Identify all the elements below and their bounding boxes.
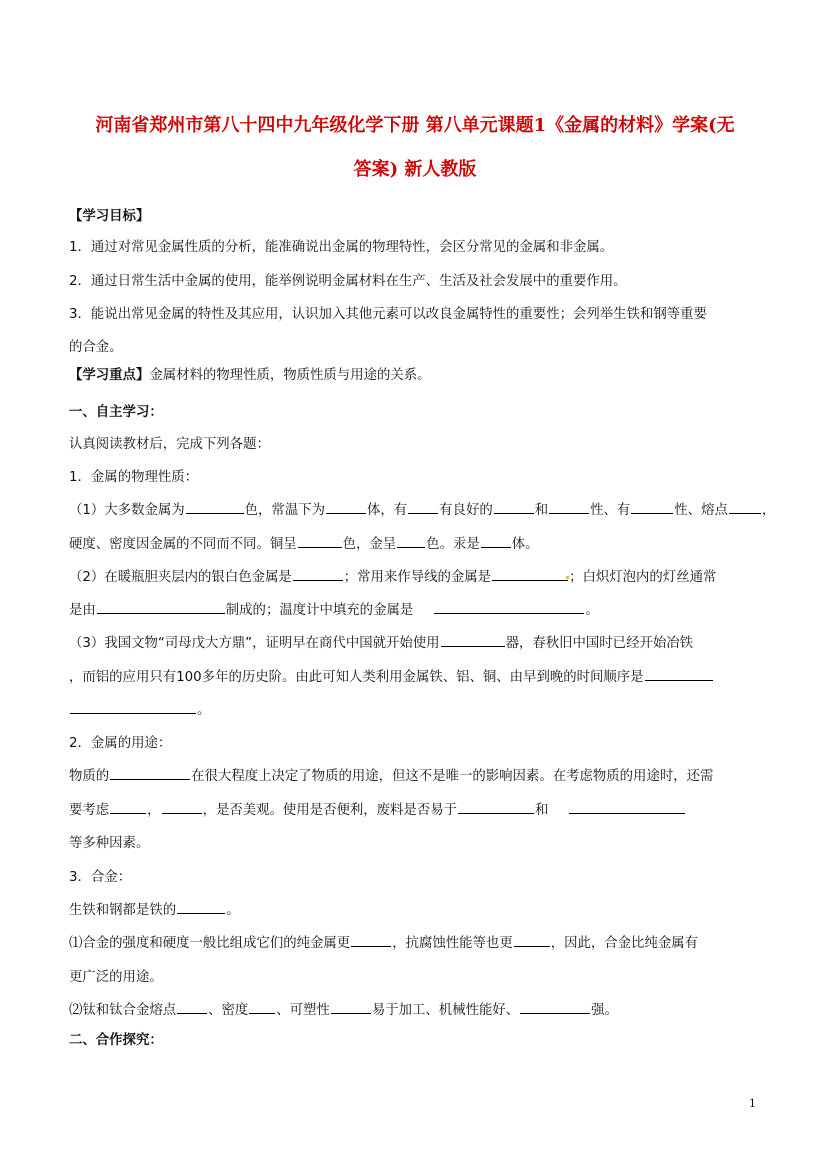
text-segment: 是由 (69, 603, 96, 618)
text-segment: 。 (226, 903, 240, 918)
answer-blank[interactable] (645, 667, 713, 681)
q3-1-line (69, 932, 698, 951)
answer-blank[interactable] (298, 534, 342, 548)
q1-1-line-2 (69, 533, 539, 552)
text-segment: 色，金呈 (342, 537, 397, 552)
text-segment: 制成的；温度计中填充的金属是 (225, 603, 414, 618)
text-segment: 体。 (511, 537, 539, 552)
q1-1-line (69, 499, 775, 518)
answer-blank[interactable] (408, 500, 438, 514)
text-segment: 体，有 (367, 503, 408, 518)
q1-3-line-2 (69, 666, 714, 685)
text-segment: 色，常温下为 (244, 503, 325, 518)
focus-row (69, 364, 431, 383)
text-segment: ， (147, 803, 161, 818)
answer-blank[interactable] (729, 500, 761, 514)
text-segment: （1）大多数金属为 (69, 503, 185, 518)
answer-blank[interactable] (441, 633, 505, 647)
text-segment: 、可塑性 (276, 1003, 330, 1018)
q2-line (69, 765, 713, 784)
text-segment: ⑵钛和钛合金熔点 (69, 1003, 177, 1018)
text-segment: 物质的 (69, 769, 110, 784)
goals-heading: 【学习目标】 (69, 209, 150, 224)
goal-item-3-cont: 的合金。 (69, 340, 123, 355)
answer-blank[interactable] (249, 1000, 275, 1014)
answer-blank[interactable] (434, 600, 584, 614)
q3-title: 3．合金： (69, 870, 132, 885)
text-segment: ， (761, 503, 776, 518)
q1-3-line (69, 632, 693, 651)
answer-blank[interactable] (186, 500, 244, 514)
section1-heading: 一、自主学习： (69, 405, 163, 420)
focus-text: 金属材料的物理性质，物质性质与用途的关系。 (149, 368, 431, 383)
text-segment: ，是否美观。使用是否便利，废料是否易于 (202, 803, 457, 818)
goal-item-1: 1．通过对常见金属性质的分析，能准确说出金属的物理特性，会区分常见的金属和非金属。 (69, 240, 614, 255)
q1-2-line-2 (69, 599, 599, 618)
text-segment: 性、熔点 (674, 503, 728, 518)
text-segment: 生铁和钢都是铁的 (69, 903, 177, 918)
q3-2-line (69, 999, 618, 1018)
text-segment: ，抗腐蚀性能等也更 (392, 936, 513, 951)
text-segment: 硬度、密度因金属的不同而不同。铜呈 (69, 537, 297, 552)
answer-blank[interactable] (177, 900, 225, 914)
text-segment: 性、有 (590, 503, 631, 518)
answer-blank[interactable] (481, 534, 511, 548)
text-segment: 和 (534, 803, 549, 818)
goal-item-2: 2．通过日常生活中金属的使用，能举例说明金属材料在生产、生活及社会发展中的重要作用。 (69, 274, 627, 289)
answer-blank[interactable] (549, 500, 589, 514)
text-segment: ，因此，合金比纯金属有 (550, 936, 699, 951)
text-segment: 要考虑 (69, 803, 110, 818)
text-segment: 易于加工、机械性能好、 (371, 1003, 520, 1018)
q1-2-line (69, 566, 716, 585)
text-segment: ；白炽灯泡内的灯丝通常 (569, 570, 717, 585)
answer-blank[interactable] (331, 1000, 371, 1014)
text-segment: 。 (197, 703, 211, 718)
document-title-line2: 答案) 新人教版 (353, 159, 477, 180)
text-segment: ⑴合金的强度和硬度一般比组成它们的纯金属更 (69, 936, 351, 951)
q1-3-line-3 (69, 699, 210, 718)
section2-heading: 二、合作探究： (69, 1033, 163, 1048)
text-segment: 和 (534, 503, 549, 518)
answer-blank[interactable] (110, 766, 190, 780)
q3-1-line-2: 更广泛的用途。 (69, 970, 163, 985)
focus-heading: 【学习重点】 (69, 368, 150, 383)
section1-intro: 认真阅读教材后，完成下列各题： (69, 437, 270, 452)
answer-blank[interactable] (494, 500, 534, 514)
q3-line (69, 899, 240, 918)
text-segment: ，而铝的应用只有100多年的历史阶。由此可知人类利用金属铁、铝、铜、由早到晚的时间顺序是 (69, 670, 644, 685)
answer-blank[interactable] (397, 534, 425, 548)
answer-blank[interactable] (351, 933, 391, 947)
answer-blank[interactable] (458, 800, 534, 814)
answer-blank[interactable] (569, 800, 685, 814)
answer-blank[interactable] (514, 933, 550, 947)
text-segment: 在很大程度上决定了物质的用途，但这不是唯一的影响因素。在考虑物质的用途时，还需 (191, 769, 714, 784)
answer-blank[interactable] (97, 600, 225, 614)
text-segment: 有良好的 (439, 503, 493, 518)
answer-blank[interactable] (162, 800, 202, 814)
text-segment: （3）我国文物“司母戊大方鼎”，证明早在商代中国就开始使用 (69, 636, 440, 651)
q2-line-2 (69, 799, 686, 818)
answer-blank[interactable] (177, 1000, 207, 1014)
text-segment: 、密度 (208, 1003, 249, 1018)
q2-title: 2．金属的用途： (69, 736, 172, 751)
document-title-line1: 河南省郑州市第八十四中九年级化学下册 第八单元课题1《金属的材料》学案(无 (95, 115, 735, 136)
text-segment: 器，春秋旧中国时已经开始冶铁 (505, 636, 694, 651)
text-segment: ；常用来作导线的金属是 (343, 570, 492, 585)
q2-line-3: 等多种因素。 (69, 836, 150, 851)
text-segment: 。 (585, 603, 599, 618)
text-segment: 强。 (591, 1003, 618, 1018)
answer-blank[interactable] (492, 567, 568, 581)
answer-blank[interactable] (631, 500, 673, 514)
text-segment: 色。汞是 (426, 537, 480, 552)
answer-blank[interactable] (70, 700, 196, 714)
text-segment: （2）在暖瓶胆夹层内的银白色金属是 (69, 570, 292, 585)
answer-blank[interactable] (110, 800, 146, 814)
answer-blank[interactable] (326, 500, 366, 514)
goal-item-3: 3．能说出常见金属的特性及其应用，认识加入其他元素可以改良金属特性的重要性；会列举生铁和钢等重要 (69, 307, 707, 322)
answer-blank[interactable] (293, 567, 343, 581)
answer-blank[interactable] (520, 1000, 590, 1014)
q1-title: 1．金属的物理性质： (69, 470, 199, 485)
page-number: 1 (749, 1097, 756, 1110)
